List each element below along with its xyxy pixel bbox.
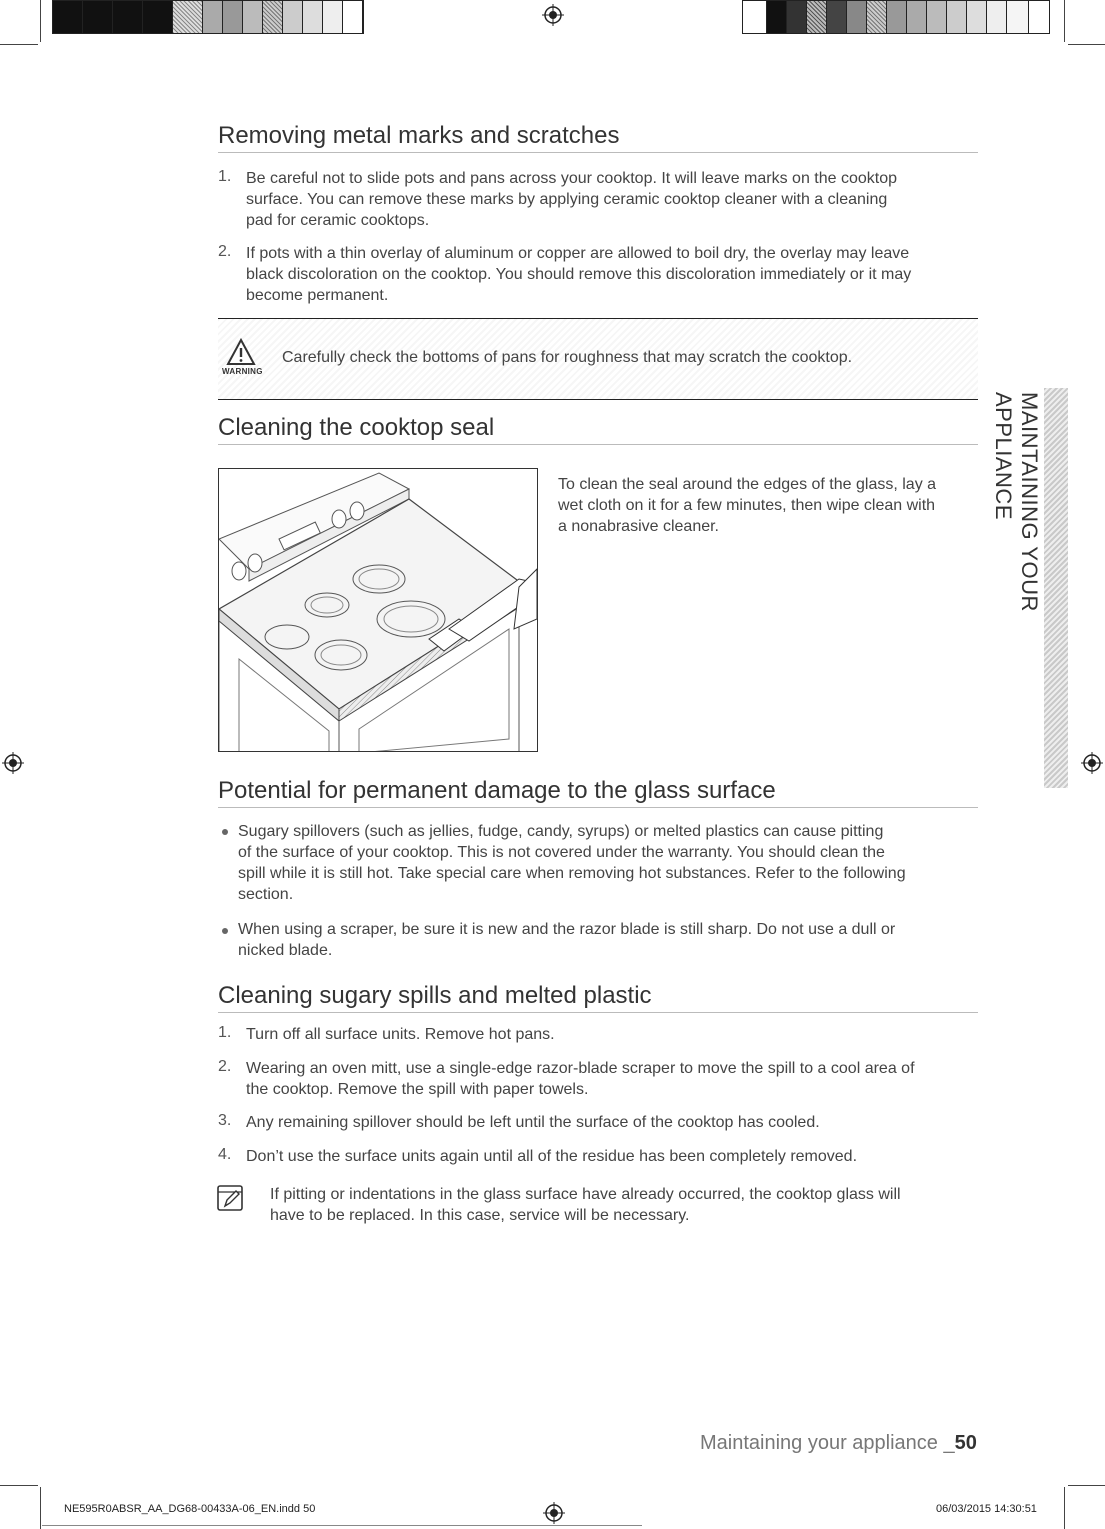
crop-mark bbox=[0, 44, 38, 45]
list-item-text: Wearing an oven mitt, use a single-edge razor-blade scraper to move the spill to a cool area of the cooktop. Remove the spill with paper towels. bbox=[246, 1060, 915, 1098]
print-color-bar-left bbox=[52, 0, 364, 34]
note-pencil-icon bbox=[216, 1184, 244, 1212]
list-item-text: Turn off all surface units. Remove hot pans. bbox=[246, 1026, 555, 1043]
section-title-glass-damage: Potential for permanent damage to the glass surface bbox=[218, 777, 978, 808]
crop-mark bbox=[1064, 1487, 1065, 1529]
side-tab-label: MAINTAINING YOUR APPLIANCE bbox=[991, 392, 1042, 612]
page-footer bbox=[700, 1432, 977, 1455]
crop-mark bbox=[40, 1487, 41, 1529]
page-number: 50 bbox=[954, 1432, 977, 1454]
bullet-text: When using a scraper, be sure it is new and the razor blade is still sharp. Do not use a dull or nicked blade. bbox=[238, 921, 896, 959]
side-tab-stripe bbox=[1044, 388, 1068, 788]
registration-mark-icon bbox=[543, 1502, 565, 1524]
list-item-text: If pots with a thin overlay of aluminum or copper are allowed to boil dry, the overlay may leave black discoloration on the cooktop. You should remove this discoloration immediately or it may become permanent. bbox=[246, 245, 912, 304]
slug-line bbox=[42, 1525, 642, 1526]
section-title-cooktop-seal: Cleaning the cooktop seal bbox=[218, 414, 978, 445]
bullet-point bbox=[222, 829, 228, 835]
list-number: 3. bbox=[218, 1112, 232, 1129]
bullet-point bbox=[222, 928, 228, 934]
warning-triangle-icon bbox=[226, 338, 256, 366]
list-number: 1. bbox=[218, 168, 232, 185]
section-title-metal-marks: Removing metal marks and scratches bbox=[218, 122, 978, 153]
crop-mark bbox=[1068, 44, 1105, 45]
print-slug-date: 06/03/2015 14:30:51 bbox=[936, 1503, 1037, 1515]
crop-mark bbox=[0, 1485, 38, 1486]
footer-section-name: Maintaining your appliance _ bbox=[700, 1432, 955, 1454]
list-item-text: Be careful not to slide pots and pans across your cooktop. It will leave marks on the cooktop surface. You can remove these marks by applying ceramic cooktop cleaner with a cleaning pad for ceramic cooktops. bbox=[246, 170, 898, 229]
list-number: 1. bbox=[218, 1024, 232, 1041]
crop-mark bbox=[1068, 1485, 1105, 1486]
warning-label: WARNING bbox=[222, 367, 263, 376]
bullet-text: Sugary spillovers (such as jellies, fudge, candy, syrups) or melted plastics can cause pitting of the surface of your cooktop. This is not covered under the warranty. You should clean the spill while it is still hot. Take special care when removing hot substances. Refer to the following section. bbox=[238, 823, 906, 903]
crop-mark bbox=[1064, 0, 1065, 42]
list-item-text: Don’t use the surface units again until all of the residue has been completely removed. bbox=[246, 1148, 858, 1165]
crop-mark bbox=[40, 0, 41, 42]
list-number: 4. bbox=[218, 1146, 232, 1163]
list-number: 2. bbox=[218, 1058, 232, 1075]
warning-text: Carefully check the bottoms of pans for roughness that may scratch the cooktop. bbox=[282, 349, 853, 366]
print-slug-file: NE595R0ABSR_AA_DG68-00433A-06_EN.indd 50 bbox=[64, 1503, 316, 1515]
list-item-text: Any remaining spillover should be left until the surface of the cooktop has cooled. bbox=[246, 1114, 820, 1131]
list-number: 2. bbox=[218, 243, 232, 260]
seal-instructions: To clean the seal around the edges of the glass, lay a wet cloth on it for a few minutes, then wipe clean with a nonabrasive cleaner. bbox=[558, 476, 937, 535]
registration-mark-icon bbox=[2, 752, 24, 774]
cooktop-wiping-illustration bbox=[218, 468, 538, 752]
section-title-sugary-spills: Cleaning sugary spills and melted plastic bbox=[218, 982, 978, 1013]
note-text: If pitting or indentations in the glass surface have already occurred, the cooktop glass will have to be replaced. In this case, service will be necessary. bbox=[270, 1186, 901, 1224]
print-color-bar-right bbox=[742, 0, 1050, 34]
registration-mark-icon bbox=[1081, 752, 1103, 774]
registration-mark-icon bbox=[542, 4, 564, 26]
